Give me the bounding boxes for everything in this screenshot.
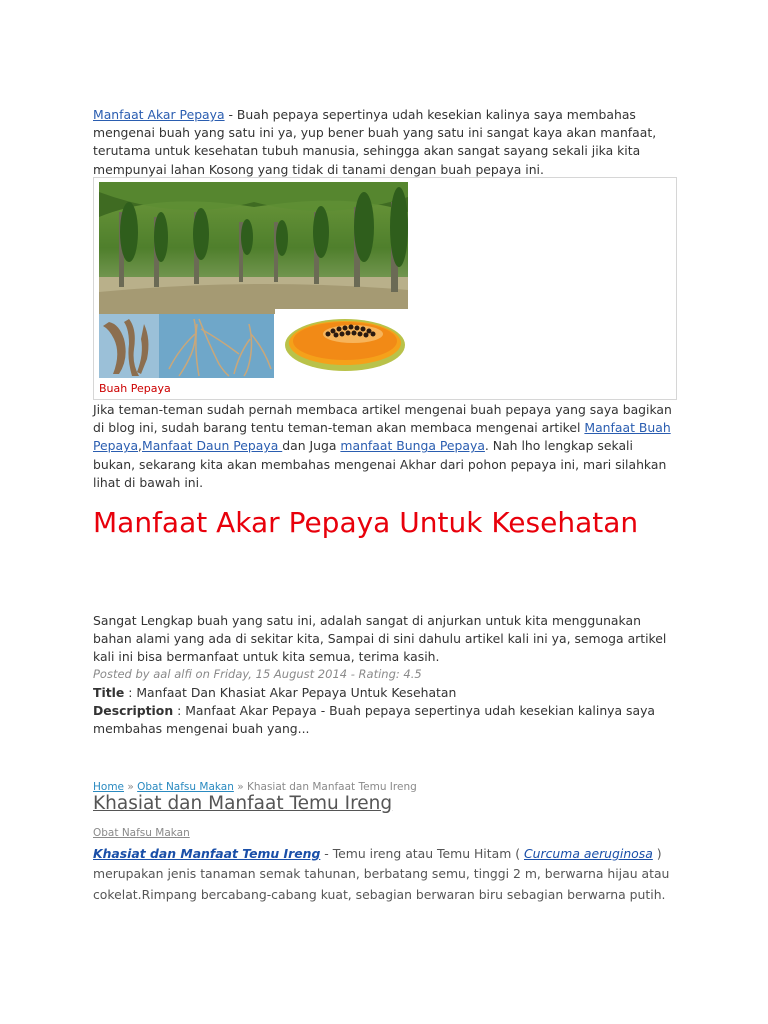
papaya-roots-photo bbox=[99, 314, 274, 378]
link-manfaat-akar-pepaya[interactable]: Manfaat Akar Pepaya bbox=[93, 107, 225, 122]
meta-title-label: Title bbox=[93, 685, 125, 700]
meta-description bbox=[93, 702, 678, 738]
paragraph-text: ) merupakan jenis tanaman semak tahunan, berbatang semu, tinggi 2 m, berwarna hijau atau cokelat.Rimpang bercabang-cabang kuat, sebagian berwaran biru sebagian berwarna putih. bbox=[93, 846, 670, 902]
link-manfaat-bunga-pepaya[interactable]: manfaat Bunga Pepaya bbox=[340, 438, 485, 454]
meta-title-value: : Manfaat Dan Khasiat Akar Pepaya Untuk Kesehatan bbox=[124, 685, 457, 700]
post-meta bbox=[93, 684, 678, 739]
breadcrumb-current: Khasiat dan Manfaat Temu Ireng bbox=[246, 781, 417, 793]
papaya-plantation-photo bbox=[99, 182, 408, 314]
breadcrumb bbox=[93, 781, 417, 793]
breadcrumb-separator: » bbox=[124, 781, 138, 793]
post-info: Posted by aal alfi on Friday, 15 August 2014 - Rating: 4.5 bbox=[93, 667, 422, 681]
article-paragraph bbox=[93, 844, 678, 905]
paragraph-related-articles bbox=[93, 401, 678, 492]
paragraph-text: dan Juga bbox=[282, 438, 341, 454]
intro-text: - Buah pepaya sepertinya udah kesekian kalinya saya membahas mengenai buah yang satu ini ya, yup bener buah yang satu ini sangat kaya akan manfaat, terutama untuk kesehatan tubuh manusia, sehingga akan sangat sayang sekali jika kita mempunyai lahan Kosong yang tidak di tanami dengan buah pepaya ini. bbox=[93, 107, 657, 177]
paragraph-text: , bbox=[138, 438, 142, 454]
paragraph-text: . Nah lho lengkap sekali bukan, sekarang kita akan membahas mengenai Akhar dari pohon pepaya ini, mari silahkan lihat di bawah ini. bbox=[93, 438, 667, 490]
figure-papaya bbox=[93, 177, 677, 400]
breadcrumb-home-link[interactable]: Home bbox=[93, 781, 125, 793]
closing-paragraph: Sangat Lengkap buah yang satu ini, adalah sangat di anjurkan untuk kita menggunakan bahan alami yang ada di sekitar kita, Sampai di sini dahulu artikel kali ini ya, semoga artikel kali ini bisa bermanfaat untuk kita semua, terima kasih. bbox=[93, 613, 667, 665]
link-manfaat-buah-pepaya[interactable]: Manfaat Buah Pepaya bbox=[93, 420, 671, 454]
breadcrumb-category-link[interactable]: Obat Nafsu Makan bbox=[137, 781, 234, 793]
section-heading: Manfaat Akar Pepaya Untuk Kesehatan bbox=[93, 506, 639, 539]
breadcrumb-separator: » bbox=[233, 781, 247, 793]
link-curcuma-aeruginosa[interactable]: Curcuma aeruginosa bbox=[523, 846, 653, 861]
article-title[interactable]: Khasiat dan Manfaat Temu Ireng bbox=[93, 793, 393, 814]
papaya-fruit-photo bbox=[275, 309, 408, 378]
paragraph-text: - Temu ireng atau Temu Hitam ( bbox=[320, 846, 524, 861]
meta-description-value: : Manfaat Akar Pepaya - Buah pepaya sepertinya udah kesekian kalinya saya membahas mengenai buah yang... bbox=[93, 703, 656, 737]
link-manfaat-daun-pepaya[interactable]: Manfaat Daun Pepaya bbox=[142, 438, 283, 454]
meta-title bbox=[93, 684, 678, 702]
article-category-link[interactable]: Obat Nafsu Makan bbox=[93, 827, 190, 839]
link-khasiat-temu-ireng[interactable]: Khasiat dan Manfaat Temu Ireng bbox=[93, 846, 321, 861]
figure-caption: Buah Pepaya bbox=[99, 382, 171, 395]
intro-paragraph bbox=[93, 106, 678, 179]
paragraph-text: Jika teman-teman sudah pernah membaca artikel mengenai buah pepaya yang saya bagikan di blog ini, sudah barang tentu teman-teman akan membaca mengenai artikel bbox=[93, 402, 672, 436]
meta-description-label: Description bbox=[93, 703, 174, 719]
